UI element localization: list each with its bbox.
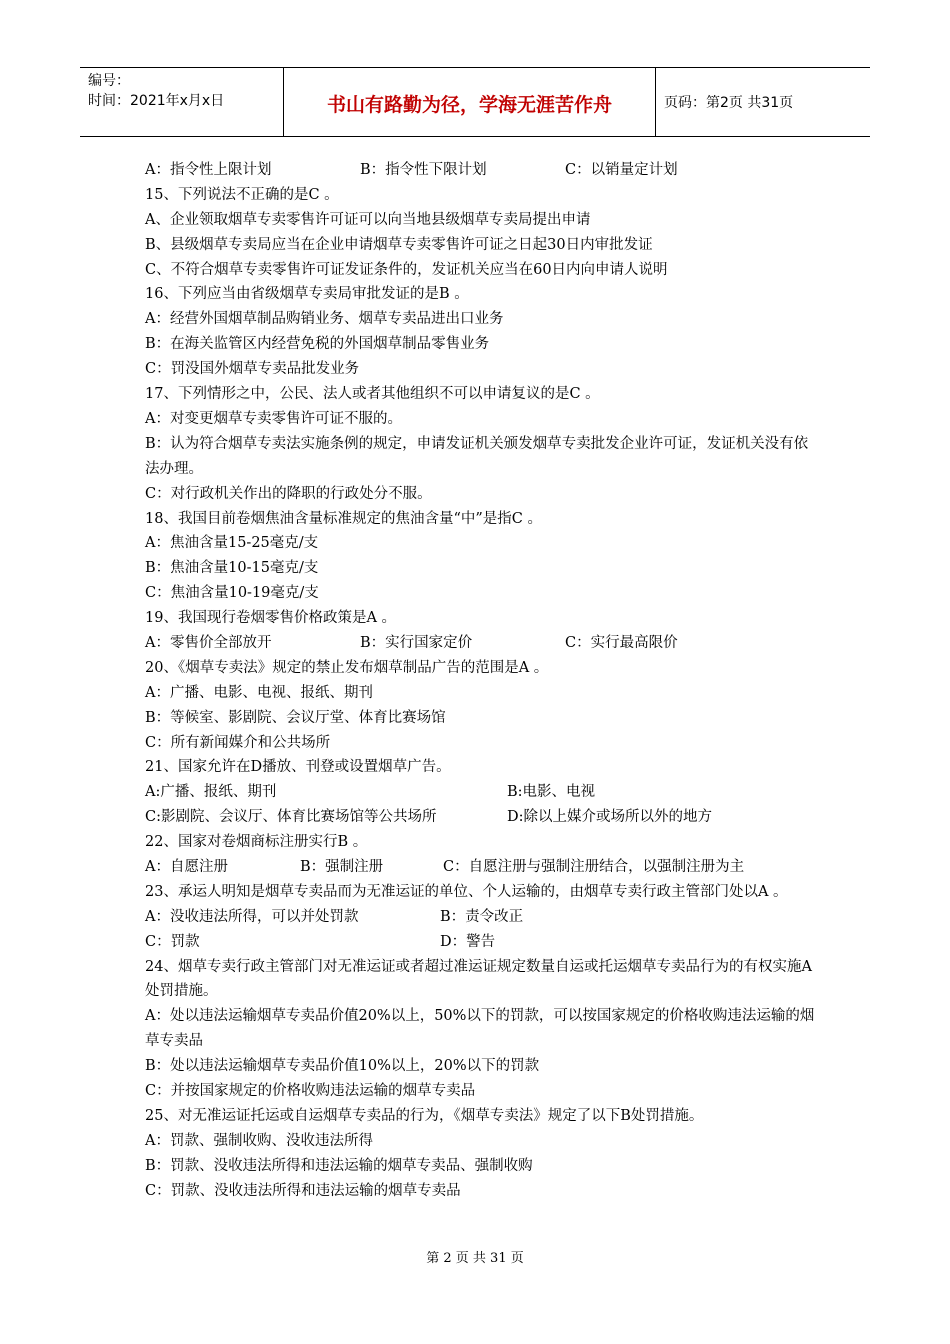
q22-options [145,855,815,880]
question-22: 22、国家对卷烟商标注册实行B 。 [145,834,368,851]
page-code: 页码：第2页 共31页 [664,95,794,111]
option: B：焦油含量10-15毫克/支 [145,560,319,577]
question-18: 18、我国目前卷烟焦油含量标准规定的焦油含量“中”是指C 。 [145,510,542,527]
option: B：实行国家定价 [360,634,473,651]
option: B：认为符合烟草专卖法实施条例的规定，申请发证机关颁发烟草专卖批发企业许可证，发证机关没有依法办理。 [145,435,809,477]
question-16: 16、下列应当由省级烟草专卖局审批发证的是B 。 [145,286,469,303]
option: C：所有新闻媒介和公共场所 [145,734,331,751]
option: C：罚款 [145,933,200,950]
option: B：指令性下限计划 [360,162,487,178]
question-21: 21、国家允许在D播放、刊登或设置烟草广告。 [145,759,451,776]
option: C：罚款、没收违法所得和违法运输的烟草专卖品 [145,1182,461,1199]
option: C：实行最高限价 [565,634,678,651]
question-15: 15、下列说法不正确的是C 。 [145,186,339,203]
q14-options [145,158,815,183]
option: C：自愿注册与强制注册结合，以强制注册为主 [443,858,745,875]
q23-options-row1 [145,905,815,930]
option: C:影剧院、会议厅、体育比赛场馆等公共场所 [145,809,437,826]
option: A：罚款、强制收购、没收违法所得 [145,1132,373,1149]
q23-options-row2 [145,930,815,955]
option: C：罚没国外烟草专卖品批发业务 [145,361,360,378]
option: A：自愿注册 [145,858,228,875]
time-label: 时间：2021年x月x日 [88,93,225,109]
q21-options-row2 [145,805,815,830]
page-footer: 第 2 页 共 31 页 [426,1251,524,1266]
option: A：焦油含量15-25毫克/支 [145,535,319,552]
header-page-cell [656,68,870,136]
number-label: 编号： [88,73,130,89]
header-table [80,67,870,137]
option: A：经营外国烟草制品购销业务、烟草专卖品进出口业务 [145,311,504,328]
motto: 书山有路勤为径，学海无涯苦作舟 [326,94,612,116]
question-23: 23、承运人明知是烟草专卖品而为无准运证的单位、个人运输的，由烟草专卖行政主管部门处以A 。 [145,883,788,900]
option: B：处以违法运输烟草专卖品价值10%以上，20%以下的罚款 [145,1058,540,1075]
option: A：广播、电影、电视、报纸、期刊 [145,684,373,701]
option: B：罚款、没收违法所得和违法运输的烟草专卖品、强制收购 [145,1157,533,1174]
option: C、不符合烟草专卖零售许可证发证条件的，发证机关应当在60日内向申请人说明 [145,261,668,278]
option: C：焦油含量10-19毫克/支 [145,585,319,602]
option: A、企业领取烟草专卖零售许可证可以向当地县级烟草专卖局提出申请 [145,211,591,228]
option: A：零售价全部放开 [145,634,272,651]
header-motto-cell [284,68,656,136]
option: D:除以上媒介或场所以外的地方 [507,809,713,826]
q21-options-row1 [145,780,815,805]
option: A：处以违法运输烟草专卖品价值20%以上，50%以下的罚款，可以按国家规定的价格收购违法运输的烟草专卖品 [145,1008,815,1050]
option: B、县级烟草专卖局应当在企业申请烟草专卖零售许可证之日起30日内审批发证 [145,236,653,253]
option: A：指令性上限计划 [145,162,272,178]
option: B：强制注册 [300,858,384,875]
option: B:电影、电视 [507,784,596,801]
question-20: 20、《烟草专卖法》规定的禁止发布烟草制品广告的范围是A 。 [145,659,549,676]
q19-options [145,631,815,656]
document-body [145,158,815,1204]
option: A：没收违法所得，可以并处罚款 [145,908,359,925]
question-17: 17、下列情形之中，公民、法人或者其他组织不可以申请复议的是C 。 [145,386,600,403]
option: D：警告 [440,933,496,950]
option: B：责令改正 [440,908,524,925]
option: C：以销量定计划 [565,162,678,178]
option: B：在海关监管区内经营免税的外国烟草制品零售业务 [145,336,490,353]
question-24: 24、烟草专卖行政主管部门对无准运证或者超过准运证规定数量自运或托运烟草专卖品行为的有权实施A处罚措施。 [145,958,812,1000]
option: A：对变更烟草专卖零售许可证不服的。 [145,410,402,427]
question-19: 19、我国现行卷烟零售价格政策是A 。 [145,610,397,627]
header-info-cell [80,68,284,136]
option: B：等候室、影剧院、会议厅堂、体育比赛场馆 [145,709,446,726]
option: A:广播、报纸、期刊 [145,784,277,801]
option: C：并按国家规定的价格收购违法运输的烟草专卖品 [145,1083,476,1100]
question-25: 25、对无准运证托运或自运烟草专卖品的行为，《烟草专卖法》规定了以下B处罚措施。 [145,1107,704,1124]
option: C：对行政机关作出的降职的行政处分不服。 [145,485,432,502]
